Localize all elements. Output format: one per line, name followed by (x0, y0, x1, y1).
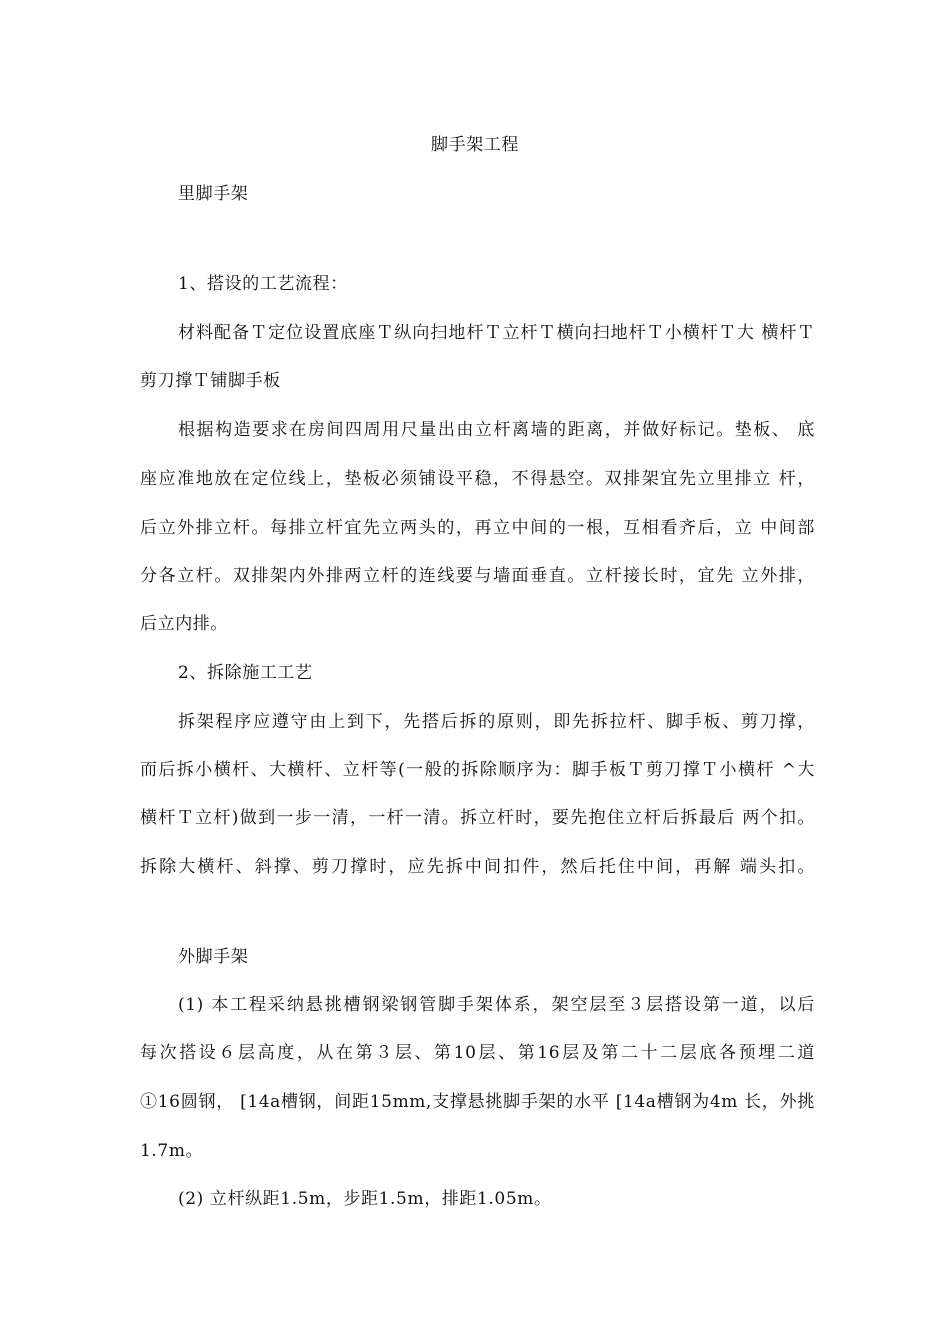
paragraph-line: 材料配备Ｔ定位设置底座Ｔ纵向扫地杆Ｔ立杆Ｔ横向扫地杆Ｔ小横杆Ｔ大 横杆Ｔ (178, 323, 815, 343)
paragraph-line: 座应准地放在定位线上，垫板必须铺设平稳，不得悬空。双排架宜先立里排立 杆， (140, 469, 815, 489)
paragraph-line: (1) 本工程采纳悬挑槽钢梁钢管脚手架体系，架空层至３层搭设第一道，以后 (178, 995, 815, 1015)
paragraph-line: 而后拆小横杆、大横杆、立杆等(一般的拆除顺序为：脚手板Ｔ剪刀撑Ｔ小横杆 ^大 (140, 760, 815, 780)
paragraph-line: 后立内排。 (140, 614, 228, 634)
paragraph-line: 剪刀撑Ｔ铺脚手板 (140, 371, 281, 391)
paragraph-line: 横杆Ｔ立杆)做到一步一清，一杆一清。拆立杆时，要先抱住立杆后拆最后 两个扣。 (140, 808, 815, 828)
paragraph-line: 每次搭设６层高度，从在第３层、第10层、第16层及第二十二层底各预埋二道 (140, 1043, 815, 1063)
paragraph-line: 拆架程序应遵守由上到下，先搭后拆的原则，即先拆拉杆、脚手板、剪刀撑， (178, 712, 815, 732)
paragraph-line: 分各立杆。双排架内外排两立杆的连线要与墙面垂直。立杆接长时，宜先 立外排， (140, 566, 815, 586)
step-heading-setup-process: 1、搭设的工艺流程： (178, 274, 348, 294)
section-heading-outer-scaffold: 外脚手架 (178, 947, 249, 967)
step-heading-dismantling: 2、拆除施工工艺 (178, 663, 313, 683)
section-heading-inner-scaffold: 里脚手架 (178, 184, 249, 204)
paragraph-line: 后立外排立杆。每排立杆宜先立两头的，再立中间的一根，互相看齐后，立 中间部 (140, 518, 815, 538)
paragraph-line: (2) 立杆纵距1.5m，步距1.5m，排距1.05m。 (178, 1189, 552, 1209)
paragraph-line: 拆除大横杆、斜撑、剪刀撑时，应先拆中间扣件，然后托住中间，再解 端头扣。 (140, 857, 815, 877)
paragraph-line: 根据构造要求在房间四周用尺量出由立杆离墙的距离，并做好标记。垫板、 底 (178, 420, 815, 440)
document-title: 脚手架工程 (431, 135, 519, 155)
paragraph-line: 1.7m。 (140, 1141, 204, 1161)
paragraph-line: ①16圆钢， [14a槽钢，间距15mm,支撑悬挑脚手架的水平 [14a槽钢为4m 长，外挑 (140, 1092, 815, 1112)
